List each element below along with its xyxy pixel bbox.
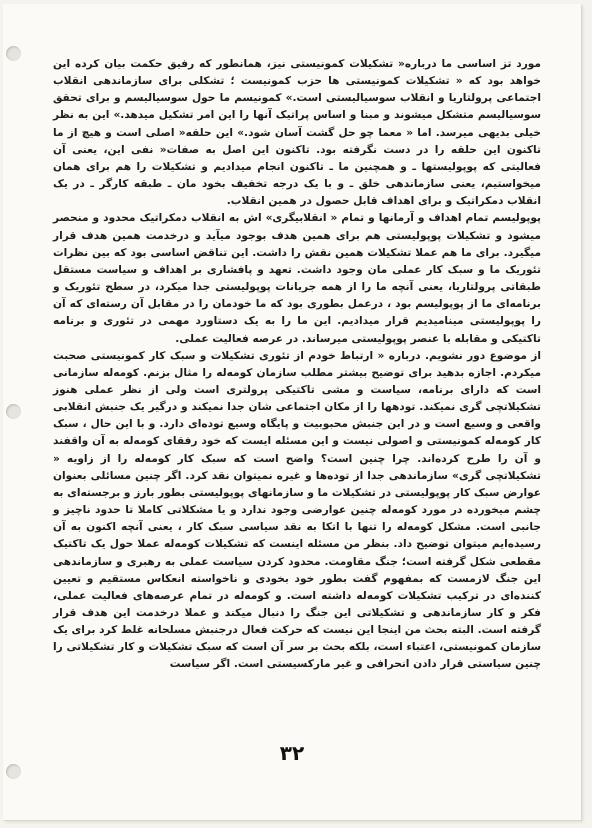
paragraph: از موضوع دور نشویم. درباره « ارتباط خودم از تئوری تشکیلات و سبک کار کمونیستی صحبت میکردم. اجازه بدهید برای توضیح بیشتر مطلب سازمان کومه‌له را مثال بزنم. کومه‌له سازمانی است که دارای برنامه، سیاست و مشی تاکتیکی پرولتری است ولی از نظر عملی هنوز تشکیلاتچی گری نمیکند. تودهها را از مکان اجتماعی شان جدا نمیکند و درگیر یک جنبش انقلابی واقعی و وسیع است و در این جنبش محبوبیت و پایگاه وسیع توده‌ای دارد. و با این حال ، سبک کار کومه‌له کمونیستی و اصولی نیست و این مسئله ایست که خود رفقای کومه‌له به آن واقفند و آن را طرح کرده‌اند. چرا چنین است؟ واضح است که سبک کار کومه‌له را از زاویه « تشکیلاتچی گری» سازماندهی جدا از توده‌ها و غیره نمیتوان نقد کرد. اگر چنین مسائلی بعنوان عوارض سبک کار پوپولیستی در تشکیلات ما و سازمانهای پوپولیستی بطور بارز و برجسته‌ای به چشم میخورده در مورد کومه‌له چنین عوارضی وجود ندارد و یا مشکلاتی کاملا تا حدود ناچیز و جانبی است. مشکل کومه‌له را تنها با اتکا به نقد سیاسی سبک کار ، یعنی آنچه اکنون به آن رسیده‌ایم میتوان توضیح داد. بنظر من مسئله اینست که تشکیلات کومه‌له عملا حول یک تاکتیک مقطعی شکل گرفته است؛ جنگ مقاومت. محدود کردن سیاست عملی به رهبری و سازماندهی این جنگ لازمست که بمفهوم گفت بطور خود بخودی و ناخواسته انعکاس مستقیم و تعیین کننده‌ای در ترکیب تشکیلات کومه‌له داشته است. و کومه‌له در تمام عرصه‌های فعالیت عملی، فکر و کار سازماندهی و تشکیلاتی این جنگ را دنبال میکند و عملا درخدمت این هدف قرار گرفته است. البته بحث من اینجا این نیست که حرکت فعال درجنبش مسلحانه غلط کرد برای یک سازمان کمونیستی، اعتباء است، بلکه بحث بر سر آن است که سبک تشکیلات و کار تشکیلاتی را چنین سیاستی قرار دادن انحرافی و غیر مارکسیستی است. اگر سیاست (53, 349, 541, 671)
punch-hole (6, 46, 21, 61)
body-text (53, 56, 541, 674)
punch-hole (6, 764, 21, 779)
paragraph: پوپولیسم تمام اهداف و آرمانها و تمام « انقلابیگری» اش به انقلاب دمکراتیک محدود و منحصر میشود و تشکیلات پوپولیستی هم برای همین هدف بوجود میآید و درخدمت همین هدف قرار میگیرد. برای ما هم عملا تشکیلات همین نقش را داشت. این تناقض اساسی بود که بین نظرات تئوریک ما و سبک کار عملی مان وجود داشت. تعهد و پافشاری بر اهداف و سیاست مستقل طبقاتی پرولتاریا، یعنی آنچه ما را از همه جریانات پوپولیستی جدا میکرد، در سطح تئوریک و برنامه‌ای ما از پوپولیسم بود ، درعمل بطوری بود که ما خودمان را در مقابل آن رسته‌ای که آن را پوپولیستی مینامیدیم قرار میدادیم. این ما را به یک دستاورد مهمی در تئوری و برنامه تاکتیکی و مقابله با عنصر پوپولیستی میرساند. در عرصه فعالیت عملی. (53, 212, 541, 345)
punch-hole (6, 404, 21, 419)
paragraph: مورد تز اساسی ما درباره« تشکیلات کمونیستی نیز، همانطور که رفیق حکمت بیان کرده این خواهد بود که « تشکیلات کمونیستی ها حزب کمونیست ؛ تشکلی برای سازماندهی انقلاب اجتماعی پرولتاریا و انقلاب سوسیالیستی است.» کمونیسم ما حول سوسیالیسم و برای تحقق سوسیالیسم متشکل میشوند و مبنا و اساس پراتیک آنها را این امر تشکیل میدهد.» این به نظر خیلی بدیهی میرسد. اما « معما چو حل گشت آسان شود.» این حلقه« اصلی است و هیچ از ما تاکنون این حلقه را در دست نگرفته بود. تاکنون این اصل به صفات« نفی این، یعنی آن فعالیتی که پوپولیستها ـ و همچنین ما ـ تاکنون انجام میدادیم و تشکیلات را هم برای همان میخواستیم، یعنی سازماندهی خلق ـ و با یک درجه تخفیف بخود مان ـ طبقه کارگر ـ در یک انقلاب دمکراتیک و برای اهداف قابل حصول در همین انقلاب. (53, 58, 541, 208)
document-page (3, 4, 581, 820)
page-number: ٣٢ (279, 741, 305, 765)
